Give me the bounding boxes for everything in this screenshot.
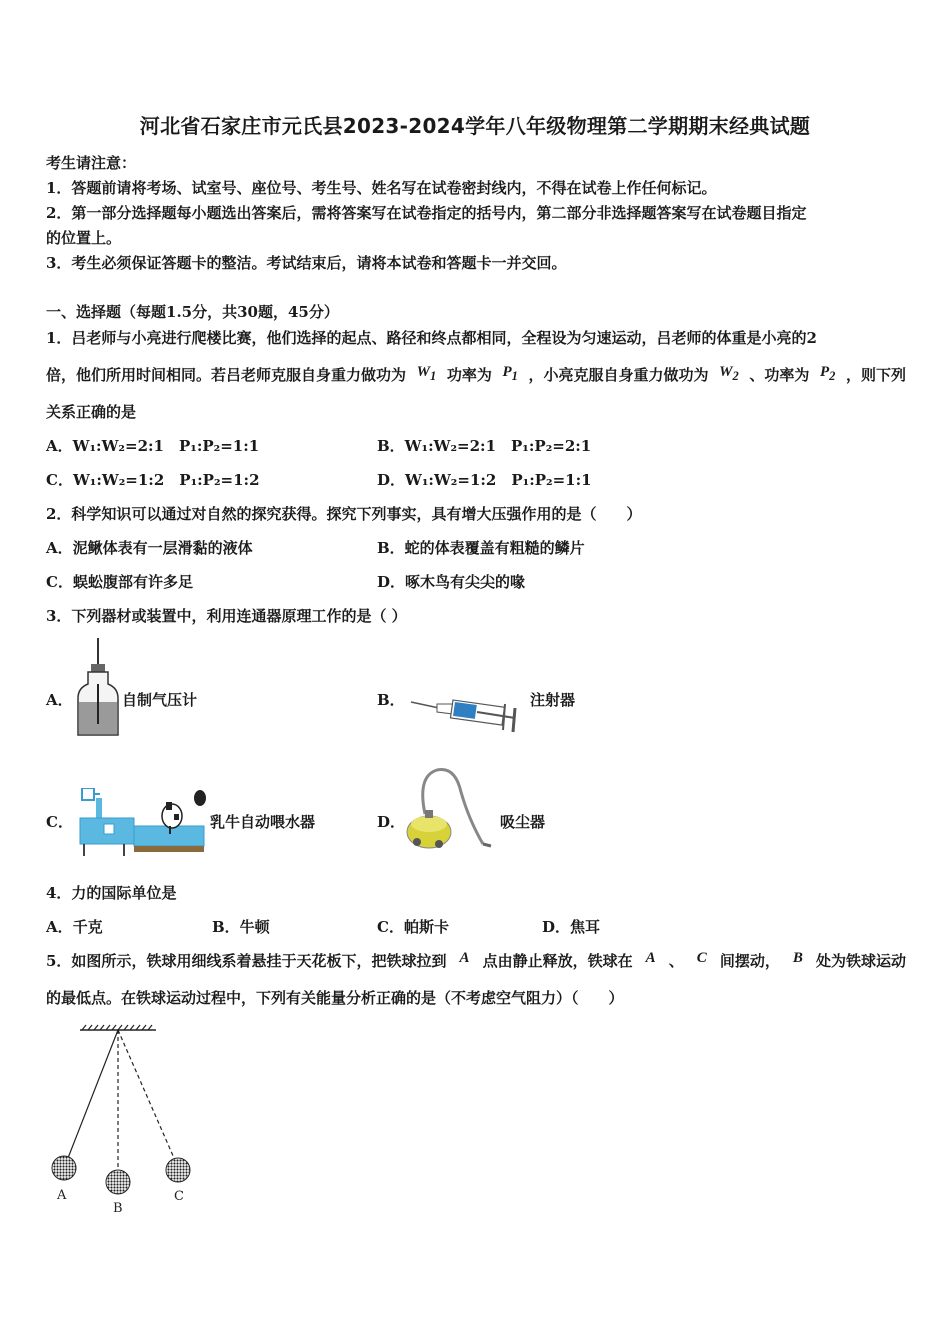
q4-option-b[interactable]: B．牛顿	[212, 918, 270, 936]
q1-line-2	[46, 364, 906, 385]
notice-item-1: 1．答题前请将考场、试室号、座位号、考生号、姓名写在试卷密封线内，不得在试卷上作任何标记。	[46, 179, 717, 197]
q5-text-d: 间摆动，	[719, 952, 780, 970]
q5-point-a-ref-2: A	[645, 950, 656, 966]
vacuum-cleaner-figure	[403, 766, 495, 856]
q5-point-c-ref: C	[696, 950, 707, 966]
q1-text-d: 、功率为	[749, 366, 810, 384]
pendulum-figure	[44, 1024, 204, 1218]
q1-text-b: 功率为	[446, 366, 492, 384]
page-title: 河北省石家庄市元氏县2023-2024学年八年级物理第二学期期末经典试题	[139, 114, 811, 138]
q2-option-c[interactable]: C．蜈蚣腹部有许多足	[46, 573, 193, 591]
q3-option-a-text[interactable]: 自制气压计	[122, 691, 198, 709]
q5-point-b-ref: B	[792, 950, 803, 966]
q1-option-b[interactable]: B．W₁:W₂=2:1 P₁:P₂=2:1	[377, 437, 592, 455]
q3-option-d-text[interactable]: 吸尘器	[500, 813, 546, 831]
syringe-figure	[409, 690, 523, 736]
pendulum-label-c: C	[174, 1189, 184, 1204]
q1-line-1: 1．吕老师与小亮进行爬楼比赛，他们选择的起点、路径和终点都相同，全程设为匀速运动，吕老师的体重是小亮的2	[46, 329, 817, 347]
q5-line-2: 的最低点。在铁球运动过程中，下列有关能量分析正确的是（不考虑空气阻力）（ ）	[46, 989, 624, 1007]
q3-stem: 3．下列器材或装置中，利用连通器原理工作的是（ ）	[46, 607, 407, 625]
q4-option-c[interactable]: C．帕斯卡	[377, 918, 449, 936]
notice-heading: 考生请注意：	[46, 154, 137, 172]
q5-point-a-ref: A	[459, 950, 470, 966]
q1-line-3: 关系正确的是	[46, 403, 137, 421]
q1-w1: $W_1$	[416, 364, 437, 383]
q1-text-c: ，小亮克服自身重力做功为	[528, 366, 709, 384]
q5-text-a: 5．如图所示，铁球用细线系着悬挂于天花板下，把铁球拉到	[46, 952, 447, 970]
q2-stem: 2．科学知识可以通过对自然的探究获得。探究下列事实，具有增大压强作用的是（ ）	[46, 505, 642, 523]
q4-option-d[interactable]: D．焦耳	[542, 918, 601, 936]
cow-water-feeder-figure	[74, 788, 208, 858]
q2-option-a[interactable]: A．泥鳅体表有一层滑黏的液体	[46, 539, 253, 557]
q3-option-c-letter[interactable]: C．	[46, 813, 73, 831]
q1-text-e: ，则下列	[845, 366, 906, 384]
notice-item-2-cont: 的位置上。	[46, 229, 122, 247]
q1-p2: $P_2$	[819, 364, 836, 383]
section-heading: 一、选择题（每题1.5分，共30题，45分）	[46, 303, 339, 321]
q5-text-e: 处为铁球运动	[815, 952, 906, 970]
q1-w2: $W_2$	[719, 364, 739, 383]
q1-text-a: 倍，他们所用时间相同。若吕老师克服自身重力做功为	[46, 366, 407, 384]
q5-text-b: 点由静止释放，铁球在	[482, 952, 633, 970]
q1-option-c[interactable]: C．W₁:W₂=1:2 P₁:P₂=1:2	[46, 471, 260, 489]
q4-stem: 4．力的国际单位是	[46, 884, 177, 902]
barometer-figure	[74, 638, 122, 738]
q3-option-b-text[interactable]: 注射器	[530, 691, 576, 709]
q3-option-a-letter[interactable]: A．	[46, 691, 73, 709]
pendulum-label-a: A	[57, 1188, 67, 1203]
notice-item-2: 2．第一部分选择题每小题选出答案后，需将答案写在试卷指定的括号内，第二部分非选择题答案写在试卷题目指定	[46, 204, 807, 222]
q4-option-a[interactable]: A．千克	[46, 918, 103, 936]
q3-option-d-letter[interactable]: D．	[377, 813, 406, 831]
q3-option-c-text[interactable]: 乳牛自动喂水器	[210, 813, 316, 831]
q1-option-d[interactable]: D．W₁:W₂=1:2 P₁:P₂=1:1	[377, 471, 592, 489]
q1-p1: $P_1$	[502, 364, 518, 383]
q5-text-c: 、	[668, 952, 684, 970]
pendulum-label-b: B	[113, 1201, 123, 1216]
notice-item-3: 3．考生必须保证答题卡的整洁。考试结束后，请将本试卷和答题卡一并交回。	[46, 254, 567, 272]
q1-option-a[interactable]: A．W₁:W₂=2:1 P₁:P₂=1:1	[46, 437, 260, 455]
q2-option-b[interactable]: B．蛇的体表覆盖有粗糙的鳞片	[377, 539, 585, 557]
q5-line-1	[46, 950, 906, 971]
q2-option-d[interactable]: D．啄木鸟有尖尖的喙	[377, 573, 526, 591]
q3-option-b-letter[interactable]: B．	[377, 691, 405, 709]
